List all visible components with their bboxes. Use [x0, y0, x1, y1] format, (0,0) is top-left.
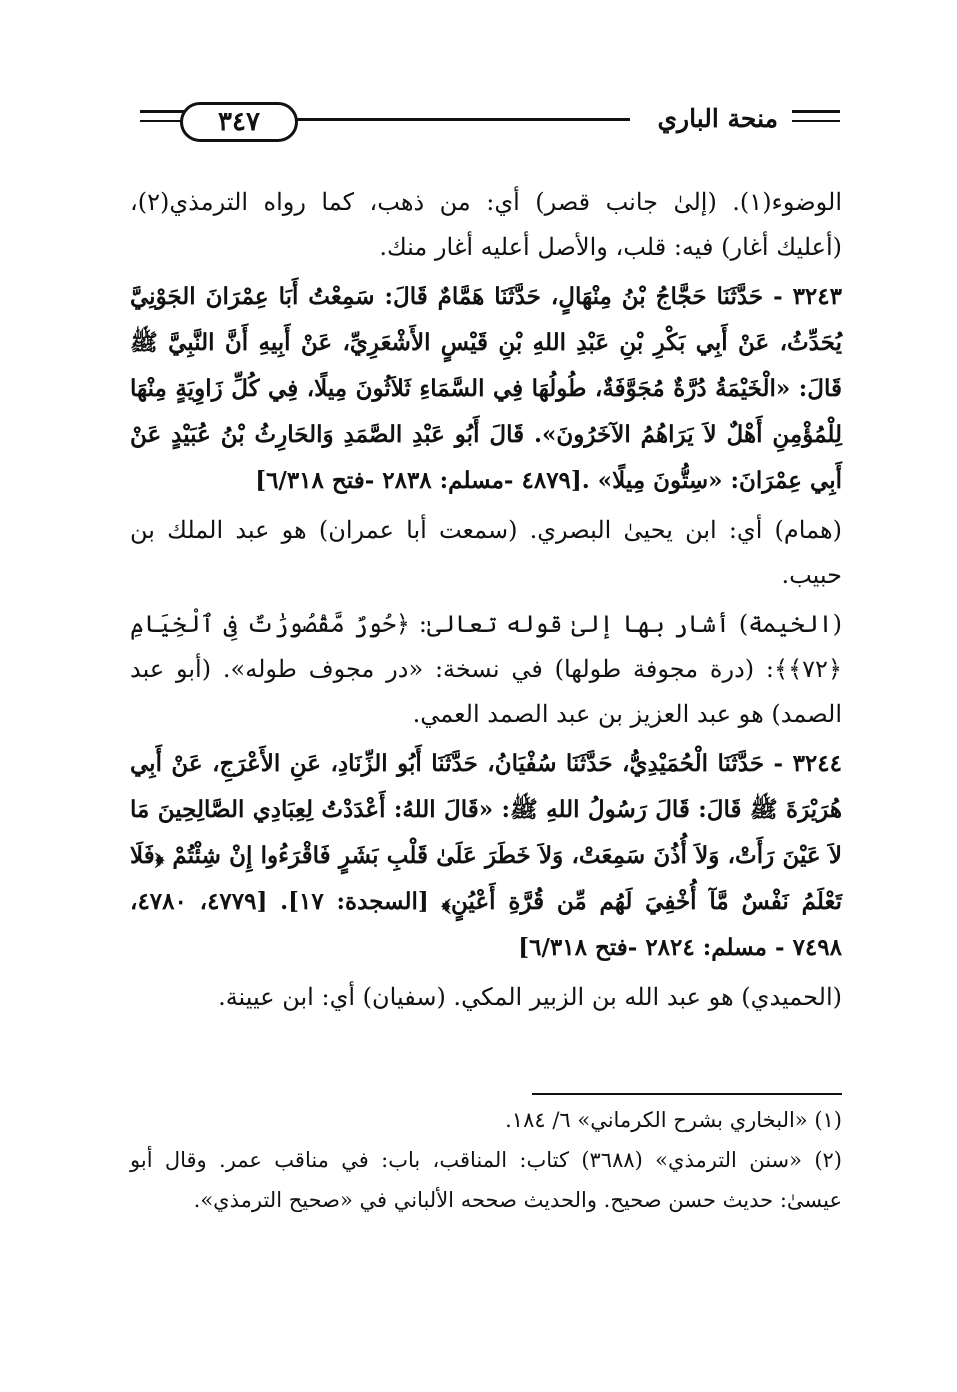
footnote-separator [532, 1093, 842, 1095]
paragraph-opening: الوضوء(١). (إلىٰ جانب قصر) أي: من ذهب، كما رواه الترمذي(٢)، (أعليك أغار) فيه: قلب، والأصل أعليه أغار منك. [130, 188, 842, 261]
main-text [130, 180, 842, 1020]
footnote-1: (١) «البخاري بشرح الكرماني» ٦/ ١٨٤. [505, 1108, 842, 1132]
page-number: ٣٤٧ [180, 102, 298, 142]
hadith-3243: ٣٢٤٣ - حَدَّثَنَا حَجَّاجُ بْنُ مِنْهَالٍ، حَدَّثَنَا هَمَّامٌ قَالَ: سَمِعْتُ أَبَا عِمْرَانَ الجَوْنِيَّ يُحَدِّثُ، عَنْ أَبِي بَكْرِ بْنِ عَبْدِ اللهِ بْنِ قَيْسٍ الأَشْعَرِيِّ، عَنْ أَبِيهِ أَنَّ النَّبِيَّ ﷺ قَالَ: «الْخَيْمَةُ دُرَّةٌ مُجَوَّفَةٌ، طُولُهَا فِي السَّمَاءِ ثَلاَثُونَ مِيلًا، فِي كُلِّ زَاوِيَةٍ مِنْهَا لِلْمُؤْمِنِ أَهْلٌ لاَ يَرَاهُمُ الآخَرُونَ». قَالَ أَبُو عَبْدِ الصَّمَدِ وَالحَارِثُ بْنُ عُبَيْدٍ عَنْ أَبِي عِمْرَانَ: «سِتُّونَ مِيلًا» .[٤٨٧٩ -مسلم: ٢٨٣٨ -فتح ٦/٣١٨] [130, 283, 842, 494]
commentary-hammam: (همام) أي: ابن يحيىٰ البصري. (سمعت أبا عمران) هو عبد الملك بن حبيب. [130, 516, 842, 589]
footnotes [130, 1100, 842, 1220]
header-rule-right-lower [792, 120, 840, 122]
footnote-2: (٢) «سنن الترمذي» (٣٦٨٨) كتاب: المناقب، باب: في مناقب عمر. وقال أبو عيسىٰ: حديث حسن صحيح. والحديث صححه الألباني في «صحيح الترمذي». [130, 1148, 842, 1212]
hadith-3244: ٣٢٤٤ - حَدَّثَنَا الْحُمَيْدِيُّ، حَدَّثَنَا سُفْيَانُ، حَدَّثَنَا أَبُو الزِّنَادِ، عَنِ الأَعْرَجِ، عَنْ أَبِي هُرَيْرَةَ ﷺ قَالَ: قَالَ رَسُولُ اللهِ ﷺ: «قَالَ اللهُ: أَعْدَدْتُ لِعِبَادِي الصَّالِحِينَ مَا لاَ عَيْنَ رَأَتْ، وَلاَ أُذُنَ سَمِعَتْ، وَلاَ خَطَرَ عَلَىٰ قَلْبِ بَشَرٍ فَاقْرَءُوا إِنْ شِئْتُمْ ﴿فَلَا تَعْلَمُ نَفْسٌ مَّآ أُخْفِيَ لَهُم مِّن قُرَّةِ أَعْيُنٍ﴾ [السجدة: ١٧]. [٤٧٧٩، ٤٧٨٠، ٧٤٩٨ - مسلم: ٢٨٢٤ -فتح ٦/٣١٨] [130, 750, 842, 961]
header-rule-right [792, 110, 840, 113]
book-title: منحة الباري [649, 104, 786, 133]
commentary-khayma: (الخيمة) أشار بها إلىٰ قوله تعالىٰ: ﴿حُورٌ مَّقْصُورَٰتٌ فِى ٱلْخِيَامِ ﴿٧٢﴾﴾: (درة مجوفة طولها) في نسخة: «در مجوف طوله». (أبو عبد الصمد) هو عبد العزيز بن عبد الصمد العمي. [130, 610, 842, 728]
running-header [140, 96, 840, 142]
header-rule-middle [290, 118, 630, 121]
commentary-humaydi: (الحميدي) هو عبد الله بن الزبير المكي. (سفيان) أي: ابن عيينة. [218, 983, 842, 1011]
